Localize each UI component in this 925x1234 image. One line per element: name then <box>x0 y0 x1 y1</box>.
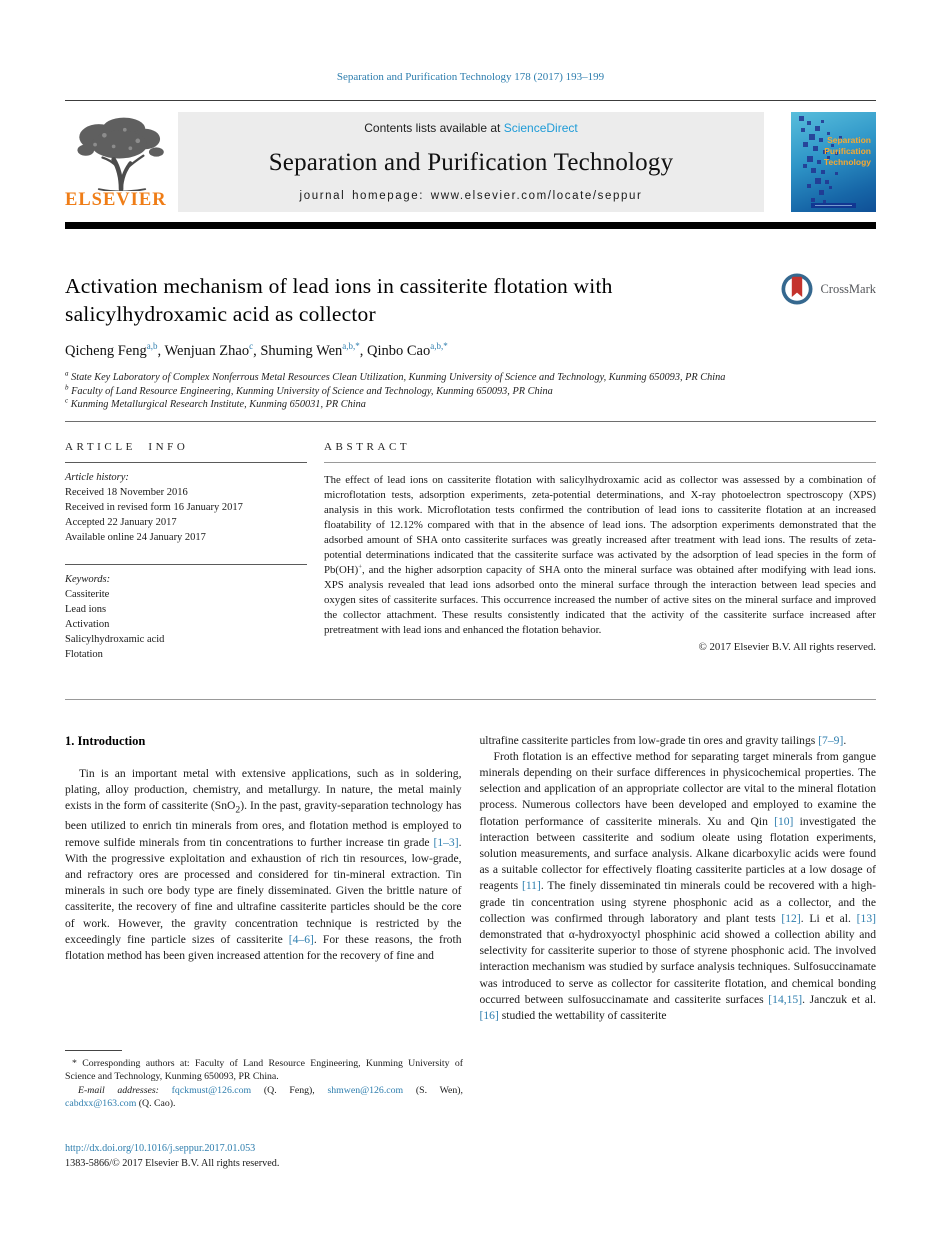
history-item: Accepted 22 January 2017 <box>65 516 177 528</box>
issn-copyright-line: 1383-5866/© 2017 Elsevier B.V. All rights reserved. <box>65 1157 280 1169</box>
email-link[interactable]: cabdxx@163.com <box>65 1098 137 1110</box>
section-heading: 1. Introduction <box>65 733 146 748</box>
reference-link[interactable]: [12] <box>781 911 801 925</box>
info-abstract-section <box>65 422 876 672</box>
keyword: Lead ions <box>65 603 107 615</box>
abstract-copyright: © 2017 Elsevier B.V. All rights reserved. <box>698 640 876 653</box>
reference-link[interactable]: [14,15] <box>768 992 803 1006</box>
affiliation: $^a$ State Key Laboratory of Complex Nonferrous Metal Resources Clean Utilization, Kunming University of Science and Technology, Kunming 650093, PR China <box>65 369 726 383</box>
reference-link[interactable]: [4–6] <box>288 932 314 946</box>
reference-link[interactable]: [7–9] <box>818 733 844 747</box>
contents-line <box>178 121 764 135</box>
article-info-heading: ARTICLE INFO <box>65 440 189 453</box>
footnote-divider <box>65 1050 122 1051</box>
cover-title-text: Separation Purification Technology <box>823 135 871 167</box>
journal-title: Separation and Purification Technology <box>268 148 674 176</box>
footnote-text: * Corresponding authors at: Faculty of Land Resource Engineering, Kunming University of Science and Technology, Kunming 650093, PR China. <box>65 1058 463 1083</box>
crossmark-icon <box>780 272 814 306</box>
author-list <box>65 343 876 360</box>
keyword: Activation <box>65 618 110 630</box>
reference-link[interactable]: [16] <box>479 1008 499 1022</box>
intro-column-left <box>65 733 462 1041</box>
email-link[interactable]: fqckmust@126.com <box>171 1084 252 1096</box>
doi-link[interactable]: http://dx.doi.org/10.1016/j.seppur.2017.01.053 <box>65 1143 256 1154</box>
keyword: Flotation <box>65 648 103 660</box>
journal-cover-thumbnail <box>791 112 876 212</box>
reference-link[interactable]: [10] <box>774 814 794 828</box>
article-title: Activation mechanism of lead ions in cassiterite flotation with salicylhydroxamic acid as collector <box>65 274 613 326</box>
abstract-column <box>324 422 876 672</box>
affiliation: $^b$ Faculty of Land Resource Engineering, Kunming University of Science and Technology, Kunming 650093, PR China <box>65 383 553 397</box>
header-top-divider <box>65 100 876 101</box>
intro-column-right <box>480 733 877 1109</box>
journal-citation: Separation and Purification Technology 178 (2017) 193–199 <box>336 71 605 83</box>
reference-link[interactable]: [1–3] <box>433 835 459 849</box>
article-first-page <box>65 0 876 1234</box>
keyword: Salicylhydroxamic acid <box>65 633 165 645</box>
author: Qinbo Cao$^{a,b,*}$ <box>367 341 448 359</box>
divider <box>324 462 876 463</box>
crossmark-label: CrossMark <box>820 281 876 296</box>
abstract-text: The effect of lead ions on cassiterite flotation with salicylhydroxamic acid as collector was assessed by a combination of microflotation tests, adsorption experiments, zeta-potential determinations, and X-ray photoelectron spectroscopy (XPS) analysis in this work. Microflotation tests confirmed the contribution of lead ions to cassiterite flotation at an increased floatability of 12.12% compared with that in the absence of lead ions. The adsorption experiments demonstrated that the adsorbed amount of SHA onto cassiterite surfaces was greatly increased after treatment with lead ions. The results of zeta-potential determinations indicated that the cassiterite surface was activated by the adsorption of lead species in the form of Pb(OH)+, and the higher adsorption capacity of SHA onto the mineral surface was obtained after modifying with lead ions. XPS analysis revealed that lead ions adsorbed onto the mineral surface through the interaction between lead species and oxygen sites of cassiterite surfaces. This occurrence increased the number of active sites on the mineral surface and improved the collector attachment. These results consistently indicated that the activity of the cassiterite surface increased after pretreatment with lead ions and enhanced the flotation behavior. <box>324 473 876 636</box>
history-item: Available online 24 January 2017 <box>65 531 206 543</box>
affiliation: $^c$ Kunming Metallurgical Research Institute, Kunming 650031, PR China <box>65 396 366 410</box>
corresponding-author-footnote <box>65 1050 463 1111</box>
abstract-heading: ABSTRACT <box>324 440 411 453</box>
author: Qicheng Feng$^{a,b}$, <box>65 341 165 359</box>
sciencedirect-link[interactable]: ScienceDirect <box>503 121 578 135</box>
affiliations <box>65 371 876 412</box>
reference-link[interactable]: [13] <box>856 911 876 925</box>
keywords-label: Keywords: <box>65 573 111 585</box>
history-item: Received 18 November 2016 <box>65 486 188 498</box>
intro-paragraph: Froth flotation is an effective method for separating target minerals from gangue minerals depending on their surface differences in physicochemical properties. The selection and application of an appropriate collector are vital to the mineral flotation process. Numerous collectors have been developed and employed to examine the flotation performance of cassiterite minerals. Xu and Qin [10] investigated the interaction between cassiterite and sodium oleate using flotation experiments, solution measurements, and surface analysis. Alkane dicarboxylic acids were found as a suitable collector for effectively floating cassiterite particles at a low dosage of reagents [11]. The finely disseminated tin minerals could be recovered with a high-grade tin concentration using styrene phosphonic acid as a collector, and the collection was confirmed through laboratory and plant tests [12]. Li et al. [13] demonstrated that α-hydroxyoctyl phosphinic acid showed a collection ability and selectivity for cassiterite superior to those of styrene phosphonic acid. The involved interaction mechanism was studied by surface analysis techniques. Sulfosuccinamate was introduced to serve as collector for cassiterite flotation, and chemical bonding occurred between sulfosuccinamate and cassiterite surfaces [14,15]. Janczuk et al. [16] studied the wettability of cassiterite <box>479 749 876 1022</box>
author: Shuming Wen$^{a,b,*}$, <box>260 341 367 359</box>
intro-paragraph: ultrafine cassiterite particles from low-grade tin ores and gravity tailings [7–9]. <box>479 733 847 747</box>
header-bottom-bar <box>65 222 876 229</box>
keywords-block <box>65 565 307 672</box>
intro-paragraph: Tin is an important metal with extensive applications, such as in soldering, plating, alloy production, chemistry, and metallurgy. In nature, the metal mainly exists in the form of cassiterite (SnO$_2$). In the past, gravity-separation technology has been utilized to enrich tin minerals from ores, and flotation method is employed to remove sulfide minerals from tin concentrations to further increase tin grade [1–3]. With the progressive exploitation and exhaustion of rich tin resources, low-grade, and refractory ores are processed and considered for tin-mineral extraction. Tin minerals in such ore body type are finely disseminated. Given the brittle nature of cassiterite, the recovery of fine and ultrafine cassiterite particles should be the core of work. However, the gravity concentration technique is restricted by the exceedingly fine particle sizes of cassiterite [4–6]. For these reasons, the froth flotation method has been given increased attention for the recovery of fine and <box>65 766 462 963</box>
elsevier-tree-icon <box>70 113 174 191</box>
body-top-divider <box>65 699 876 700</box>
article-info-column <box>65 422 307 672</box>
reference-link[interactable]: [11] <box>521 879 541 893</box>
author: Wenjuan Zhao$^c$, <box>164 341 261 359</box>
history-item: Received in revised form 16 January 2017 <box>65 501 243 513</box>
elsevier-wordmark: ELSEVIER <box>65 190 167 210</box>
crossmark-badge[interactable] <box>780 272 876 306</box>
journal-banner <box>178 112 764 212</box>
journal-homepage-link[interactable]: journal homepage: www.elsevier.com/locate/seppur <box>299 190 643 202</box>
contents-text: Contents lists available at <box>364 121 501 135</box>
footnote-emails: E-mail addresses: fqckmust@126.com (Q. Feng), shmwen@126.com (S. Wen), cabdxx@163.com (Q. Cao). <box>65 1084 463 1110</box>
keyword: Cassiterite <box>65 588 110 600</box>
journal-header <box>65 112 876 212</box>
email-link[interactable]: shmwen@126.com <box>327 1084 404 1096</box>
history-label: Article history: <box>65 471 129 483</box>
elsevier-logo[interactable] <box>65 112 178 212</box>
article-history <box>65 463 307 555</box>
doi-block <box>65 1142 279 1171</box>
